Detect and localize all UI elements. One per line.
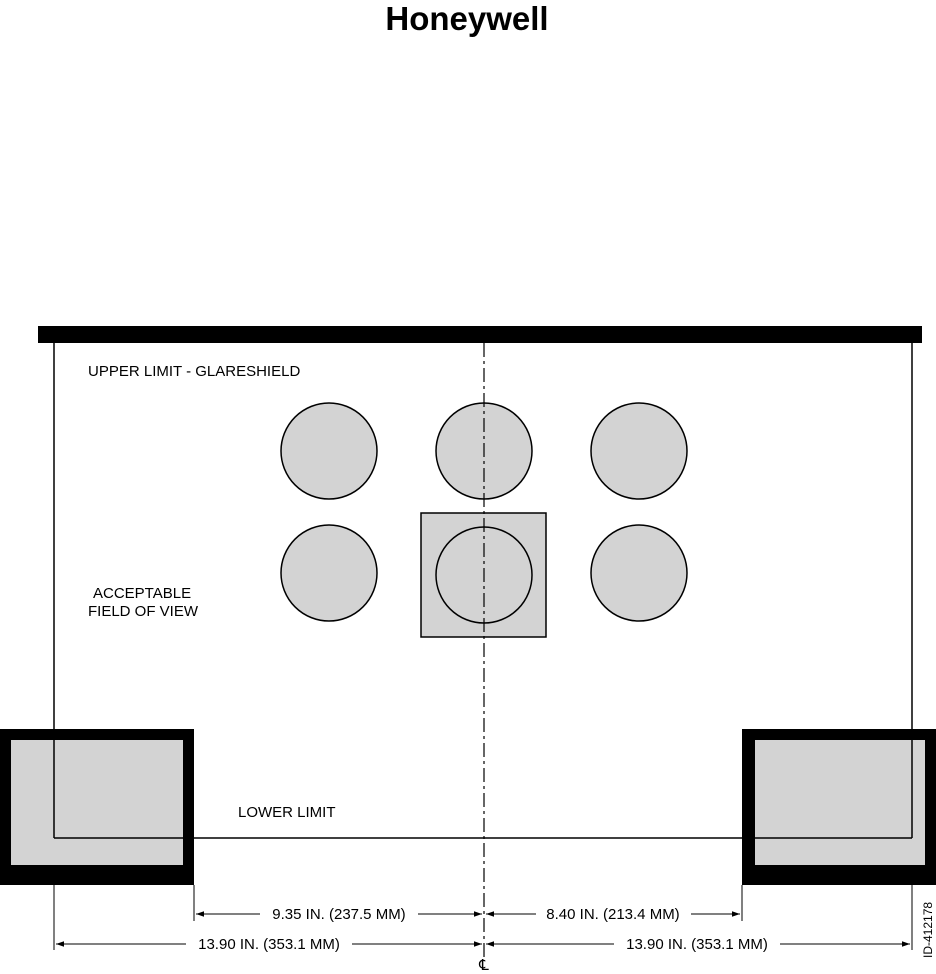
instrument-circle-top-right: [591, 403, 687, 499]
dimension-right-inner-text: 8.40 IN. (213.4 MM): [546, 906, 680, 923]
dimension-right-outer-text: 13.90 IN. (353.1 MM): [626, 936, 768, 953]
instrument-circle-top-left: [281, 403, 377, 499]
dimension-left-outer: [56, 936, 482, 953]
centerline-symbol: ℄: [479, 957, 489, 974]
right-display-unit: [742, 729, 936, 885]
field-of-view-label-line2: FIELD OF VIEW: [88, 603, 199, 620]
figure-id: ID-412178: [921, 901, 935, 958]
dimension-right-outer: [486, 936, 910, 953]
dimension-left-inner: [196, 906, 482, 923]
dimension-right-inner: [486, 906, 740, 923]
honeywell-logo: Honeywell: [385, 0, 549, 37]
left-display-unit: [0, 729, 194, 885]
instrument-circle-bottom-right: [591, 525, 687, 621]
upper-limit-label: UPPER LIMIT - GLARESHIELD: [88, 363, 301, 380]
dimension-left-outer-text: 13.90 IN. (353.1 MM): [198, 936, 340, 953]
field-of-view-label-line1: ACCEPTABLE: [93, 585, 192, 602]
glareshield-bar: [38, 326, 922, 343]
instrument-circle-bottom-left: [281, 525, 377, 621]
extension-lines: [54, 885, 912, 950]
dimension-left-inner-text: 9.35 IN. (237.5 MM): [272, 906, 406, 923]
lower-limit-label: LOWER LIMIT: [238, 804, 336, 821]
